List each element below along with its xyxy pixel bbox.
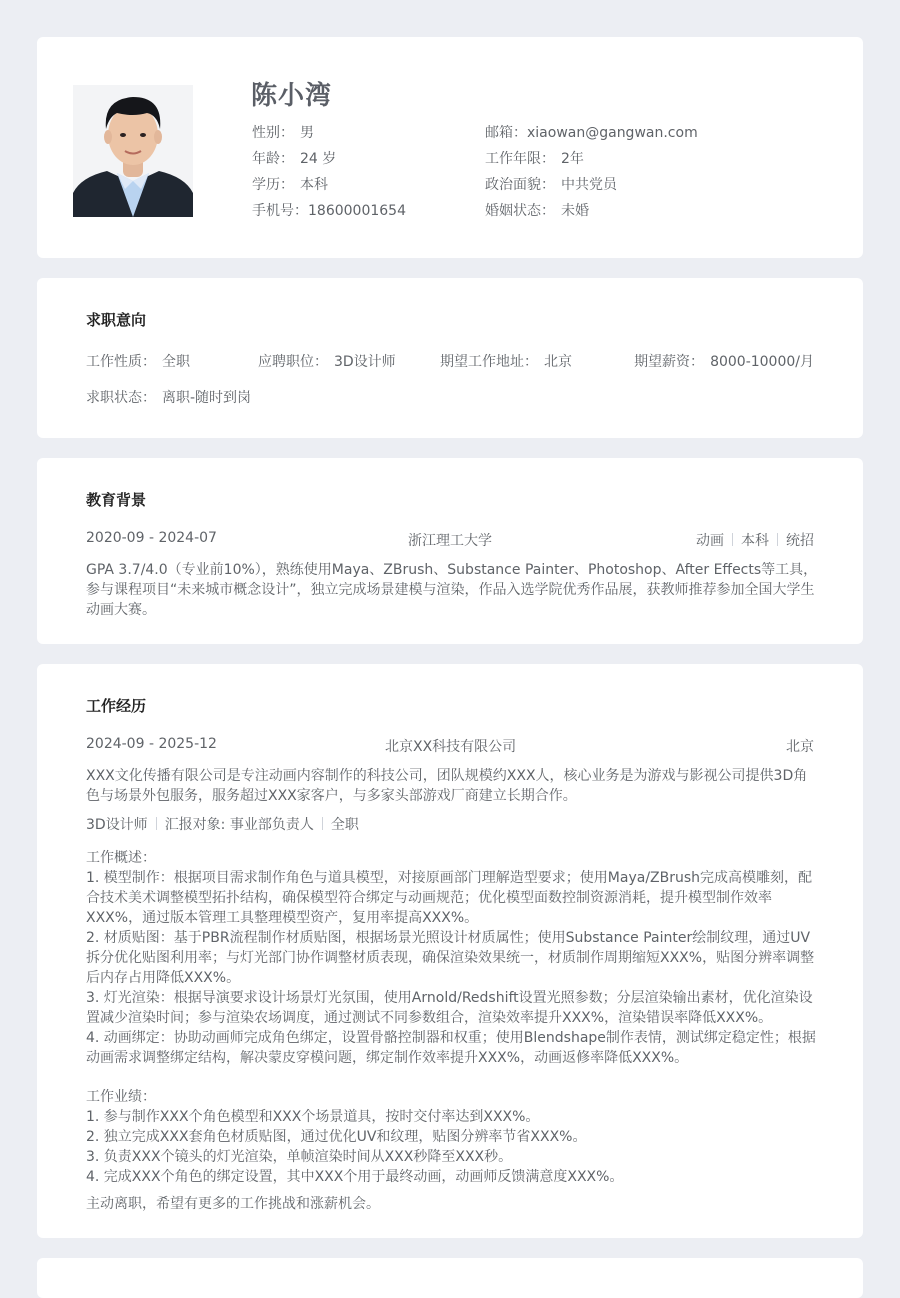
- info-political: 政治面貌： 中共党员: [485, 177, 617, 193]
- overview-item: 3. 灯光渲染：根据导演要求设计场景灯光氛围，使用Arnold/Redshift设置光照参数；分层渲染输出素材，优化渲染设置减少渲染时间；参与渲染农场调度，通过测试不同参数组合，渲染效率提升XXX%，渲染错误率降低XXX%。: [86, 990, 813, 1026]
- education-description: GPA 3.7/4.0（专业前10%），熟练使用Maya、ZBrush、Substance Painter、Photoshop、After Effects等工具，参与课程项目“未来城市概念设计”，独立完成场景建模与渲染，作品入选学院优秀作品展，获教师推荐参加全国大学生动画大赛。: [86, 562, 818, 618]
- intent-card: [37, 278, 863, 438]
- work-tags: [86, 814, 359, 834]
- info-phone: 手机号：18600001654: [252, 203, 406, 219]
- leave-reason: 主动离职，希望有更多的工作挑战和涨薪机会。: [86, 1196, 380, 1212]
- overview-item: 2. 材质贴图：基于PBR流程制作材质贴图，根据场景光照设计材质属性；使用Substance Painter绘制纹理，通过UV拆分优化贴图利用率；与灯光部门协作调整材质表现，确保渲染效果统一，材质制作周期缩短XXX%，贴图分辨率调整后内存占用降低XXX%。: [86, 930, 815, 986]
- intent-status: 求职状态： 离职-随时到岗: [86, 390, 252, 406]
- info-age: 年龄： 24 岁: [252, 151, 337, 167]
- work-achievements: [86, 1087, 820, 1187]
- work-city: 北京: [786, 739, 814, 755]
- achievements-title: 工作业绩：: [86, 1089, 156, 1105]
- overview-title: 工作概述：: [86, 850, 156, 866]
- info-work-years: 工作年限： 2年: [485, 151, 584, 167]
- info-education: 学历： 本科: [252, 177, 328, 193]
- work-company: 北京XX科技有限公司: [385, 739, 517, 755]
- intent-salary: 期望薪资： 8000-10000/月: [634, 354, 814, 370]
- tag-report-to: 汇报对象: 事业部负责人: [164, 817, 314, 833]
- overview-item: 1. 模型制作：根据项目需求制作角色与道具模型，对接原画部门理解造型要求；使用Maya/ZBrush完成高模雕刻，配合技术美术调整模型拓扑结构，确保模型符合绑定与动画规范；优化模型面数控制资源消耗，提升模型制作效率XXX%，通过版本管理工具整理模型资产，复用率提高XXX%。: [86, 870, 813, 926]
- profile-photo: [73, 85, 193, 217]
- education-period: 2020-09 - 2024-07: [86, 530, 217, 546]
- section-title-education: 教育背景: [86, 491, 147, 509]
- tag-enrollment: 统招: [786, 533, 814, 549]
- overview-item: 4. 动画绑定：协助动画师完成角色绑定，设置骨骼控制器和权重；使用Blendshape制作表情，测试绑定稳定性；根据动画需求调整绑定结构，解决蒙皮穿模问题，绑定制作效率提升XXX%，动画返修率降低XXX%。: [86, 1030, 816, 1066]
- candidate-name: 陈小湾: [251, 81, 333, 111]
- achievement-item: 4. 完成XXX个角色的绑定设置，其中XXX个用于最终动画，动画师反馈满意度XXX%。: [86, 1169, 624, 1185]
- achievement-item: 3. 负责XXX个镜头的灯光渲染，单帧渲染时间从XXX秒降至XXX秒。: [86, 1149, 513, 1165]
- intent-position: 应聘职位： 3D设计师: [258, 354, 396, 370]
- divider: [156, 817, 157, 830]
- info-email: 邮箱：xiaowan@gangwan.com: [485, 125, 698, 141]
- profile-card: [37, 37, 863, 258]
- intent-location: 期望工作地址： 北京: [440, 354, 572, 370]
- avatar: [73, 85, 193, 217]
- work-card: [37, 664, 863, 1238]
- section-title-intent: 求职意向: [86, 311, 147, 329]
- education-card: [37, 458, 863, 644]
- tag-role: 3D设计师: [86, 817, 148, 833]
- achievement-item: 2. 独立完成XXX套角色材质贴图，通过优化UV和纹理，贴图分辨率节省XXX%。: [86, 1129, 587, 1145]
- work-period: 2024-09 - 2025-12: [86, 736, 217, 752]
- divider: [777, 533, 778, 546]
- work-overview: [86, 848, 820, 1068]
- tag-type: 全职: [330, 817, 359, 833]
- education-tags: [696, 530, 814, 550]
- section-title-work: 工作经历: [86, 697, 147, 715]
- info-gender: 性别： 男: [252, 125, 314, 141]
- next-section-card: [37, 1258, 863, 1298]
- info-marital: 婚姻状态： 未婚: [485, 203, 589, 219]
- divider: [322, 817, 323, 830]
- education-school: 浙江理工大学: [408, 533, 492, 549]
- company-intro: XXX文化传播有限公司是专注动画内容制作的科技公司，团队规模约XXX人，核心业务是为游戏与影视公司提供3D角色与场景外包服务，服务超过XXX家客户，与多家头部游戏厂商建立长期合作。: [86, 768, 808, 804]
- tag-major: 动画: [696, 533, 724, 549]
- divider: [732, 533, 733, 546]
- tag-degree: 本科: [741, 533, 769, 549]
- achievement-item: 1. 参与制作XXX个角色模型和XXX个场景道具，按时交付率达到XXX%。: [86, 1109, 540, 1125]
- intent-job-type: 工作性质： 全职: [86, 354, 190, 370]
